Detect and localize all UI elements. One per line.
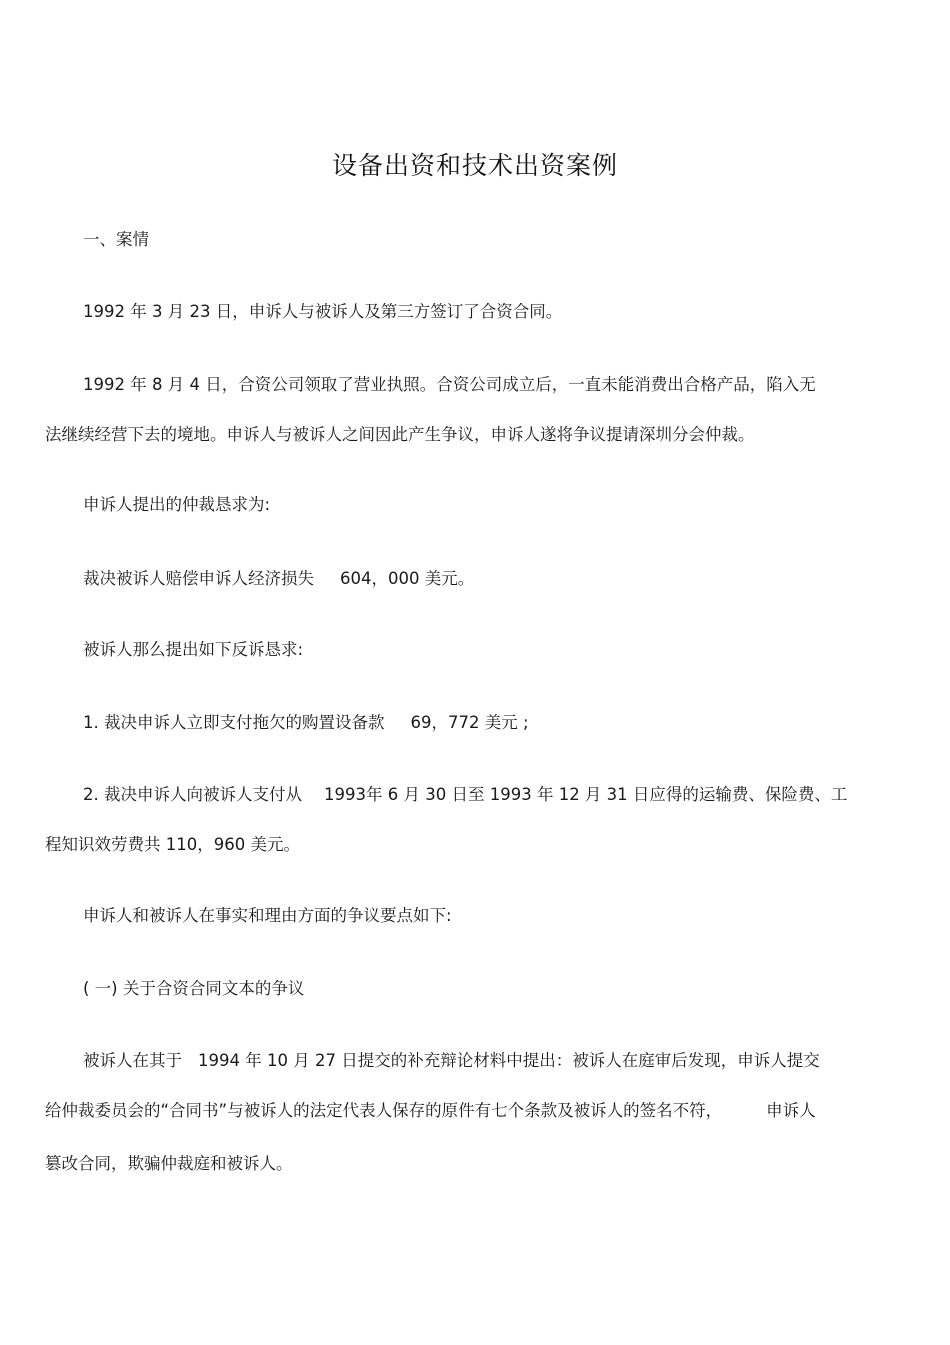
paragraph-10-line-2-end: 申诉人	[766, 1101, 816, 1120]
paragraph-6	[83, 709, 529, 733]
paragraph-2-line-2: 法继续经营下去的境地。申诉人与被诉人之间因此产生争议，申诉人遂将争议提请深圳分会仲裁。	[45, 425, 755, 444]
paragraph-7-text: 2. 裁决申诉人向被诉人支付从	[83, 785, 302, 804]
paragraph-10-text: 被诉人在其于	[83, 1051, 182, 1070]
paragraph-10-line-2	[45, 1097, 816, 1121]
paragraph-6-amount: 69，772 美元 ;	[410, 713, 529, 732]
paragraph-1: 1992 年 3 月 23 日，申诉人与被诉人及第三方签订了合资合同。	[83, 302, 563, 321]
paragraph-3: 申诉人提出的仲裁恳求为:	[83, 495, 271, 514]
paragraph-10-line-2-text: 给仲裁委员会的“合同书”与被诉人的法定代表人保存的原件有七个条款及被诉人的签名不符，	[45, 1101, 723, 1120]
paragraph-7-line-2: 程知识效劳费共 110，960 美元。	[45, 835, 300, 854]
section-heading: 一、案情	[83, 230, 149, 249]
paragraph-6-text: 1. 裁决申诉人立即支付拖欠的购置设备款	[83, 713, 385, 732]
paragraph-8: 申诉人和被诉人在事实和理由方面的争议要点如下:	[83, 906, 452, 925]
document-title: 设备出资和技术出资案例	[331, 151, 618, 180]
paragraph-4-text: 裁决被诉人赔偿申诉人经济损失	[83, 569, 314, 588]
paragraph-10-date: 1994 年 10 月 27 日提交的补充辩论材料中提出：被诉人在庭审后发现，申诉人提交	[198, 1051, 820, 1070]
paragraph-5: 被诉人那么提出如下反诉恳求:	[83, 640, 304, 659]
paragraph-9: ( 一) 关于合资合同文本的争议	[83, 979, 305, 998]
paragraph-4-amount: 604，000 美元。	[340, 569, 475, 588]
paragraph-7-dates: 1993年 6 月 30 日至 1993 年 12 月 31 日应得的运输费、保险费、工	[324, 785, 848, 804]
paragraph-7-line-1	[83, 781, 847, 805]
paragraph-4	[83, 565, 474, 589]
paragraph-2-line-1: 1992 年 8 月 4 日，合资公司领取了营业执照。合资公司成立后，一直未能消费出合格产品，陷入无	[83, 375, 816, 394]
paragraph-10-line-3: 篡改合同，欺骗仲裁庭和被诉人。	[45, 1154, 293, 1173]
paragraph-10-line-1	[83, 1047, 820, 1071]
